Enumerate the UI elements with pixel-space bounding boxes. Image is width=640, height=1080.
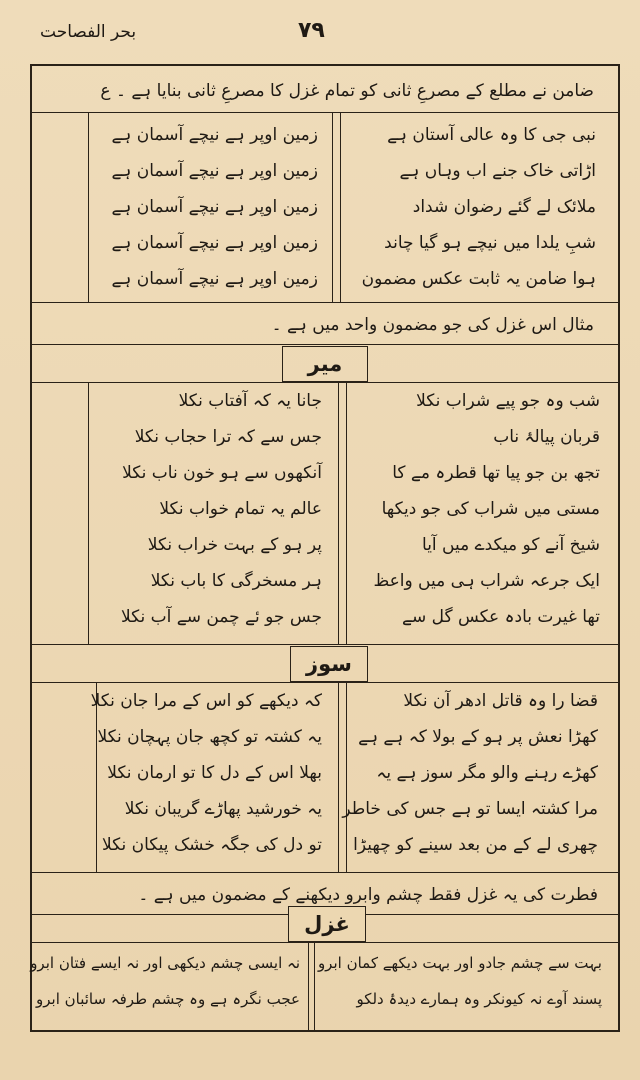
rule (32, 644, 618, 645)
fitrat-note: فطرت کی یہ غزل فقط چشم وابرو دیکھنے کے مضمون میں ہے ۔ (138, 885, 598, 905)
zamin-right-line: نبی جی کا وہ عالی آستان ہے (387, 125, 596, 145)
meer-right-line: قربان پیالۂ ناب (493, 427, 600, 447)
rule (32, 942, 618, 943)
zamin-right-line: شبِ یلدا میں نیچے ہو گیا چاند (384, 233, 596, 253)
meer-left-line: جس جو ئے چمن سے آب نکلا (120, 607, 322, 627)
rule (32, 872, 618, 873)
soz-heading: سوز (290, 646, 368, 682)
ghazal-right-line: بہت سے چشم جادو اور بہت دیکھے کمان ابرو (317, 954, 602, 972)
zamin-right-line: ملائک لے گئے رضوان شداد (412, 197, 596, 217)
rule (32, 112, 618, 113)
column-divider (88, 382, 89, 644)
running-title: بحر الفصاحت (40, 22, 137, 42)
soz-left-line: بھلا اس کے دل کا تو ارمان نکلا (107, 763, 322, 783)
ghazal-left-line: عجب نگرہ ہے وہ چشم طرفہ سائبان ابرو (36, 990, 300, 1008)
meer-heading: میر (282, 346, 368, 382)
soz-right-line: قضا را وہ قاتل ادھر آن نکلا (403, 691, 598, 711)
column-divider (346, 682, 347, 872)
ghazal-right-line: پسند آوے نہ کیونکر وہ ہمارے دیدۂ دلکو (356, 990, 602, 1008)
rule (32, 344, 618, 345)
soz-right-line: چھری لے کے من بعد سینے کو چھیڑا (353, 835, 598, 855)
soz-left-line: تو دل کی جگہ خشک پیکان نکلا (101, 835, 322, 855)
column-divider (308, 942, 309, 1032)
soz-right-line: کھڑے رہنے والو مگر سوز ہے یہ (376, 763, 598, 783)
rule (32, 302, 618, 303)
meer-right-line: مستی میں شراب کی جو دیکھا (381, 499, 600, 519)
soz-right-line: مرا کشتہ ایسا تو ہے جس کی خاطر (342, 799, 598, 819)
rule (32, 682, 618, 683)
meer-right-line: شب وہ جو پیے شراب نکلا (416, 391, 600, 411)
zamin-intro: ضامن نے مطلع کے مصرعِ ثانی کو تمام غزل کا مصرعِ ثانی بنایا ہے ۔ ع (100, 81, 594, 101)
column-divider (346, 382, 347, 644)
column-divider (314, 942, 315, 1032)
zamin-left-line: زمین اوپر ہے نیچے آسمان ہے (111, 161, 318, 181)
soz-left-line: یہ کشتہ تو کچھ جان پہچان نکلا (97, 727, 322, 747)
rule (32, 382, 618, 383)
misaal-note: مثال اس غزل کی جو مضمون واحد میں ہے ۔ (271, 315, 594, 335)
column-divider (332, 112, 333, 302)
column-divider (340, 112, 341, 302)
ghazal-heading: غزل (288, 906, 366, 942)
meer-left-line: عالم یہ تمام خواب نکلا (159, 499, 322, 519)
zamin-left-line: زمین اوپر ہے نیچے آسمان ہے (111, 269, 318, 289)
zamin-right-line: ہوا ضامن یہ ثابت عکس مضمون (361, 269, 596, 289)
meer-right-line: تجھ بن جو پیا تھا قطرہ مے کا (392, 463, 600, 483)
column-divider (88, 112, 89, 302)
zamin-left-line: زمین اوپر ہے نیچے آسمان ہے (111, 233, 318, 253)
soz-right-line: کھڑا نعش پر ہو کے بولا کہ ہے ہے (358, 727, 598, 747)
zamin-left-line: زمین اوپر ہے نیچے آسمان ہے (111, 197, 318, 217)
meer-right-line: تھا غیرت بادہ عکس گل سے (402, 607, 600, 627)
soz-left-line: کہ دیکھے کو اس کے مرا جان نکلا (90, 691, 322, 711)
column-divider (338, 382, 339, 644)
column-divider (338, 682, 339, 872)
zamin-right-line: اڑاتی خاک جنے اب وہاں ہے (399, 161, 596, 181)
zamin-left-line: زمین اوپر ہے نیچے آسمان ہے (111, 125, 318, 145)
meer-left-line: آنکھوں سے ہو خون ناب نکلا (122, 463, 322, 483)
ghazal-left-line: نہ ایسی چشم دیکھی اور نہ ایسے فتان ابرو (30, 954, 300, 972)
verse-table (30, 64, 620, 1032)
meer-right-line: ایک جرعہ شراب ہی میں واعظ (373, 571, 600, 591)
meer-left-line: ہر مسخرگی کا باب نکلا (150, 571, 322, 591)
meer-left-line: پر ہو کے بہت خراب نکلا (147, 535, 322, 555)
meer-right-line: شیخ آنے کو میکدے میں آیا (422, 535, 600, 555)
meer-left-line: جس سے کہ ترا حجاب نکلا (134, 427, 322, 447)
page-number: ۷۹ (298, 18, 325, 43)
soz-left-line: یہ خورشید پھاڑے گریبان نکلا (124, 799, 322, 819)
meer-left-line: جانا یہ کہ آفتاب نکلا (178, 391, 322, 411)
